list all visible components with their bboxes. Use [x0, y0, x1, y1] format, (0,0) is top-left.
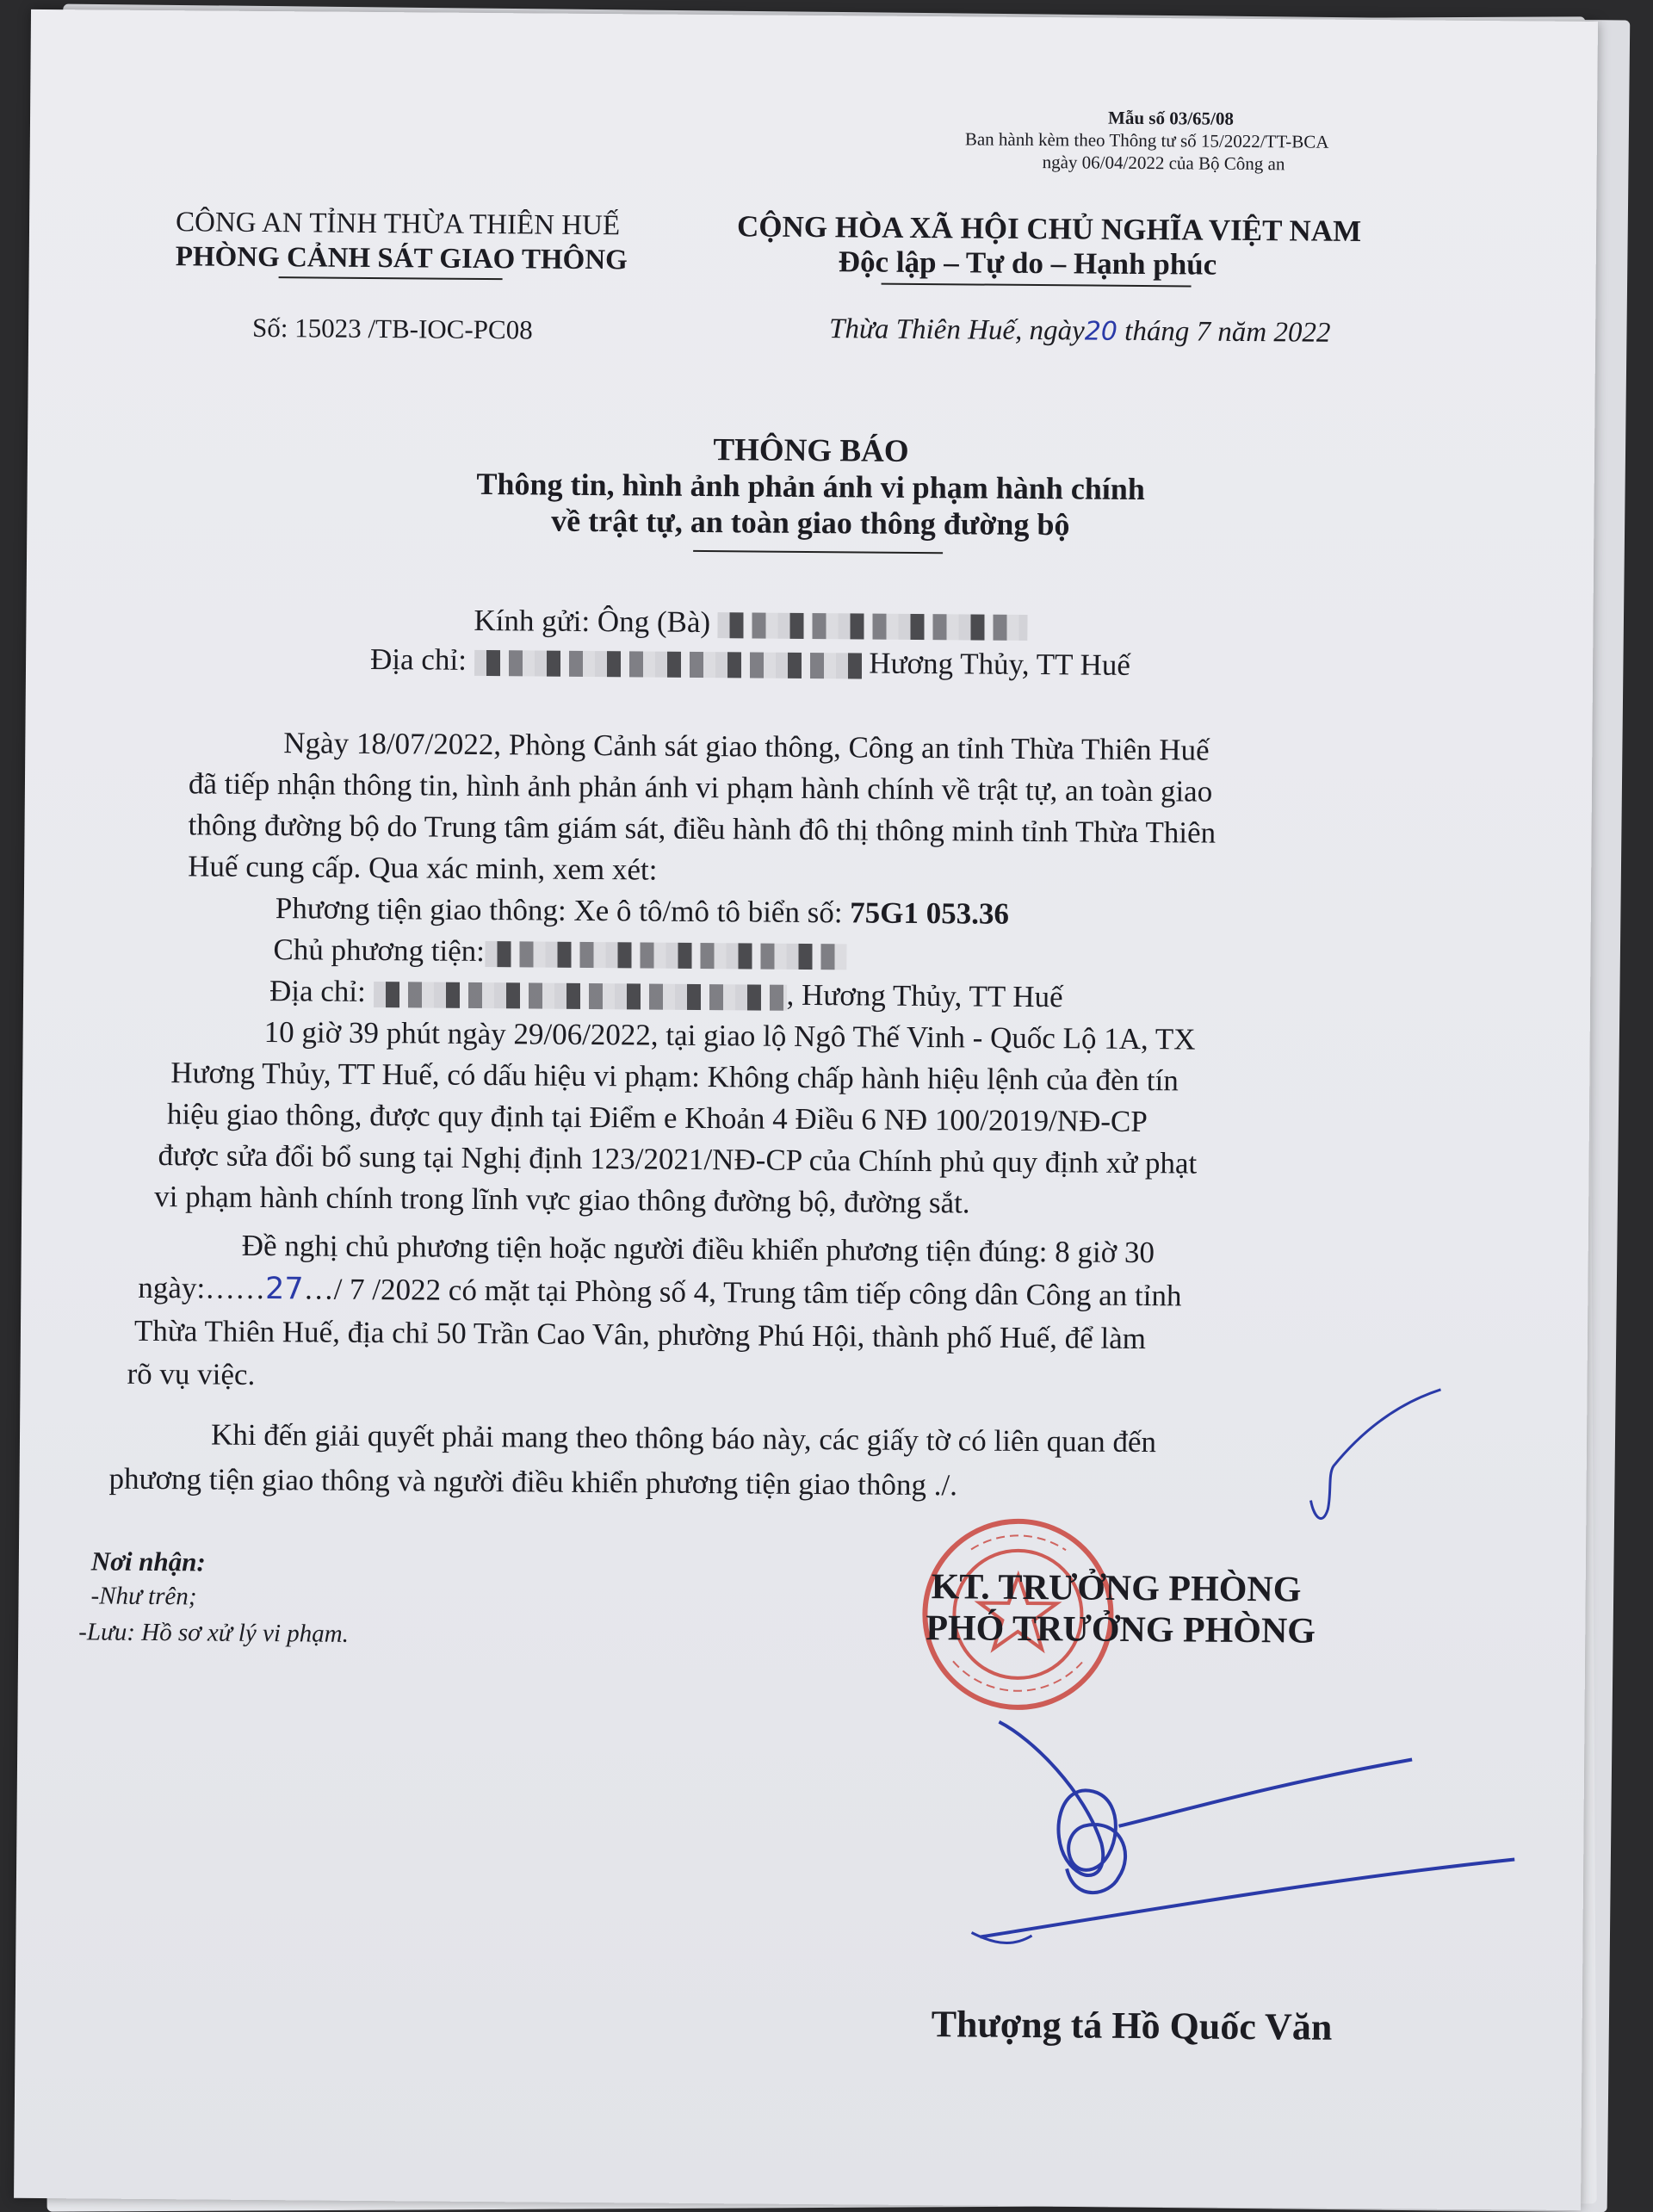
recipients-item-2: -Lưu: Hồ sơ xử lý vi phạm.: [78, 1618, 350, 1648]
closing-line-2: phương tiện giao thông và người điều khiển phương tiện giao thông ./.: [108, 1461, 958, 1503]
request-day-prefix: ngày:……: [138, 1270, 266, 1306]
notice-subtitle-2: về trật tự, an toàn giao thông đường bộ: [551, 503, 1070, 542]
owner-address-tail: , Hương Thủy, TT Huế: [786, 977, 1063, 1014]
national-motto: Độc lập – Tự do – Hạnh phúc: [838, 245, 1217, 282]
owner-address-label: Địa chỉ:: [269, 974, 367, 1008]
signature-title-1: KT. TRƯỞNG PHÒNG: [931, 1567, 1302, 1610]
form-issued-line-2: ngày 06/04/2022 của Bộ Công an: [1042, 152, 1285, 175]
title-underline: [693, 550, 943, 554]
request-line-1: Đề nghị chủ phương tiện hoặc người điều khiển phương tiện đúng: 8 giờ 30: [241, 1228, 1155, 1270]
department-name: PHÒNG CẢNH SÁT GIAO THÔNG: [175, 241, 628, 276]
closing-line-1: Khi đến giải quyết phải mang theo thông báo này, các giấy tờ có liên quan đến: [210, 1417, 1157, 1459]
form-issued-line-1: Ban hành kèm theo Thông tư số 15/2022/TT-BCA: [964, 128, 1329, 152]
date-suffix: tháng 7 năm 2022: [1124, 315, 1331, 349]
notice-subtitle-1: Thông tin, hình ảnh phản ánh vi phạm hành chính: [476, 466, 1146, 507]
violation-line-2: Hương Thủy, TT Huế, có dấu hiệu vi phạm: Không chấp hành hiệu lệnh của đèn tín: [170, 1056, 1179, 1098]
motto-underline: [882, 283, 1192, 288]
owner-line: [273, 929, 846, 975]
paragraph-1-line-1: Ngày 18/07/2022, Phòng Cảnh sát giao thông, Công an tỉnh Thừa Thiên Huế: [283, 726, 1210, 767]
request-line-3: Thừa Thiên Huế, địa chỉ 50 Trần Cao Vân, phường Phú Hội, thành phố Huế, để làm: [133, 1313, 1147, 1356]
paragraph-1-line-4: Huế cung cấp. Qua xác minh, xem xét:: [188, 849, 658, 887]
agency-name: CÔNG AN TỈNH THỪA THIÊN HUẾ: [175, 207, 621, 242]
request-line-2: [138, 1267, 1181, 1317]
vehicle-label: Phương tiện giao thông: Xe ô tô/mô tô biển số:: [275, 891, 843, 930]
request-date-rest: …/ 7 /2022 có mặt tại Phòng số 4, Trung tâm tiếp công dân Công an tỉnh: [303, 1272, 1182, 1313]
handwritten-checkmark: [1293, 1379, 1449, 1535]
national-title: CỘNG HÒA XÃ HỘI CHỦ NGHĨA VIỆT NAM: [736, 209, 1362, 248]
recipient-line: [474, 604, 1028, 642]
request-line-4: rõ vụ việc.: [127, 1356, 256, 1391]
request-day-handwritten: 27: [264, 1272, 304, 1307]
recipients-item-1: -Như trên;: [90, 1582, 197, 1611]
owner-address-line: [269, 970, 1063, 1018]
signer-name: Thượng tá Hồ Quốc Văn: [931, 2003, 1333, 2048]
date-day-handwritten: 20: [1084, 316, 1118, 347]
notice-document: [14, 9, 1598, 2210]
paragraph-1-line-2: đã tiếp nhận thông tin, hình ảnh phản ánh vi phạm hành chính về trật tự, an toàn giao: [188, 766, 1213, 809]
violation-line-3: hiệu giao thông, được quy định tại Điểm e Khoản 4 Điều 6 NĐ 100/2019/NĐ-CP: [166, 1097, 1148, 1139]
signature-title-2: PHÓ TRƯỞNG PHÒNG: [926, 1608, 1316, 1651]
redacted-owner-address: [373, 982, 786, 1011]
notice-title: THÔNG BÁO: [713, 432, 909, 469]
handwritten-signature: [963, 1687, 1532, 1949]
document-number: Số: 15023 /TB-IOC-PC08: [251, 312, 533, 345]
violation-line-5: vi phạm hành chính trong lĩnh vực giao thông đường bộ, đường sắt.: [154, 1180, 970, 1220]
address-label: Địa chỉ:: [369, 641, 467, 677]
recipient-label: Kính gửi: Ông (Bà): [474, 603, 711, 640]
vehicle-line: [276, 888, 1010, 935]
license-plate: 75G1 053.36: [850, 895, 1010, 931]
redacted-name: [718, 612, 1028, 641]
owner-label: Chủ phương tiện:: [273, 933, 486, 969]
recipient-address-line: [370, 642, 1130, 683]
agency-underline: [279, 276, 503, 280]
recipients-title: Nơi nhận:: [90, 1546, 206, 1577]
violation-line-1: 10 giờ 39 phút ngày 29/06/2022, tại giao lộ Ngô Thế Vinh - Quốc Lộ 1A, TX: [263, 1015, 1196, 1056]
paragraph-1-line-3: thông đường bộ do Trung tâm giám sát, điều hành đô thị thông minh tỉnh Thừa Thiên: [188, 808, 1217, 850]
address-tail: Hương Thủy, TT Huế: [869, 646, 1131, 682]
redacted-owner: [485, 941, 846, 970]
date-prefix: Thừa Thiên Huế, ngày: [828, 313, 1085, 347]
document-date: [829, 313, 1331, 350]
form-number: Mẫu số 03/65/08: [1107, 107, 1235, 129]
redacted-address: [474, 650, 861, 679]
violation-line-4: được sửa đổi bổ sung tại Nghị định 123/2021/NĐ-CP của Chính phủ quy định xử phạt: [158, 1138, 1198, 1180]
